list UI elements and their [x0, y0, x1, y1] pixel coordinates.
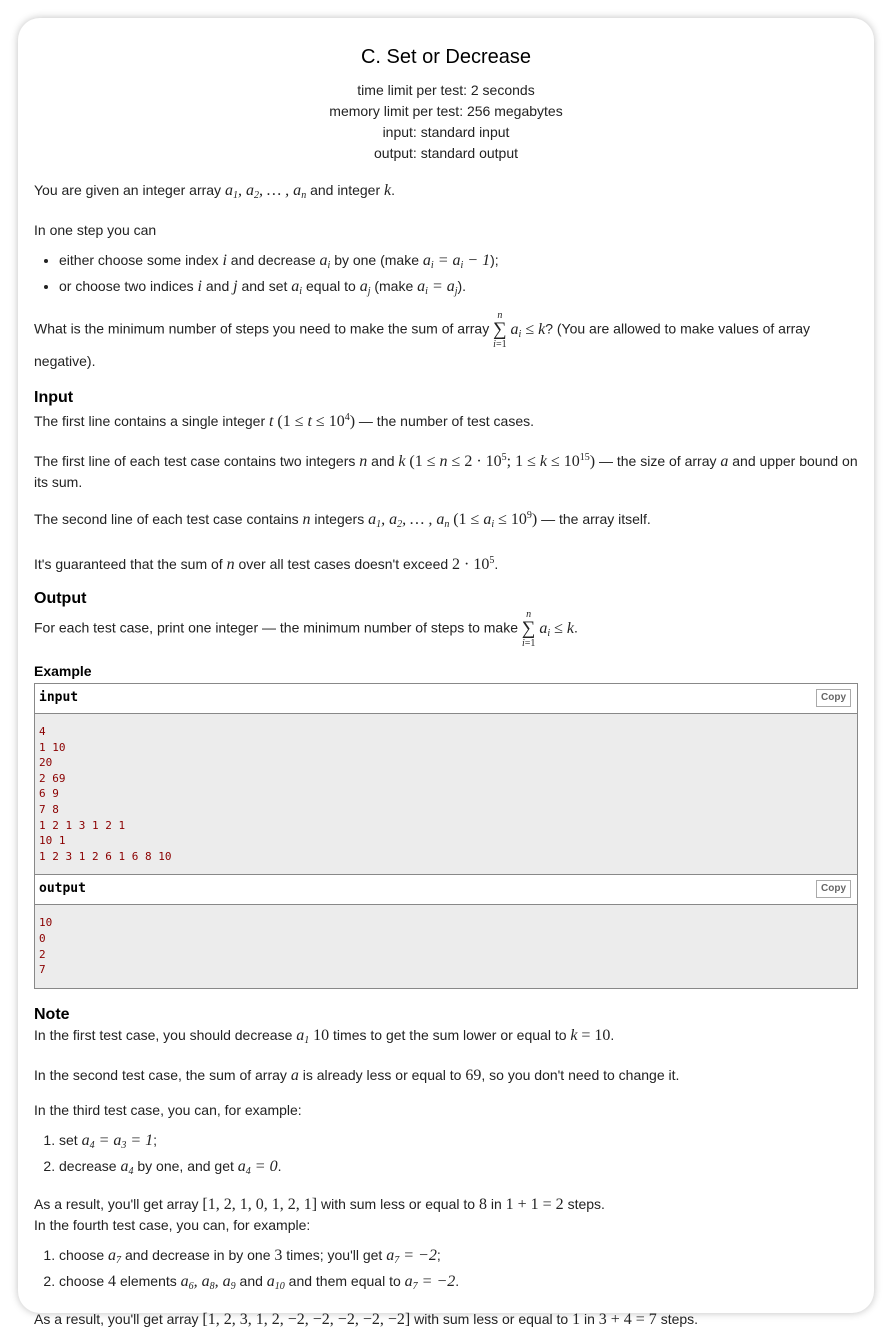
note-line-4: In the fourth test case, you can, for example: [34, 1216, 311, 1233]
note-line-3: In the third test case, you can, for example: [34, 1101, 302, 1118]
output-block[interactable] [35, 905, 857, 987]
input-header [35, 684, 857, 714]
output-header [35, 874, 857, 905]
input-label: input [39, 690, 79, 705]
output-line: 10 [39, 916, 53, 930]
time-limit: time limit per test: 2 seconds [357, 82, 535, 98]
input-spec: input: standard input [382, 124, 510, 140]
input-line: 1 10 [39, 740, 66, 754]
statement-question: What is the minimum number of steps you need to make the sum of array n ∑ i=1 $a_i \le k$? (You are allowed to make values of array negative). [34, 310, 811, 369]
problem-header [34, 44, 858, 164]
step-options-list [34, 250, 858, 302]
example-box [34, 683, 858, 989]
example-title: Example [34, 663, 92, 679]
output-label: output [39, 881, 86, 897]
list-item: • or choose two indices i and j and set $a_i$ equal to $a_j$ (make $a_i = a_j$). [59, 276, 858, 302]
input-line-1: The first line contains a single integer t $(1 \le t \le 10^4)$ — the number of test cases. [34, 412, 535, 430]
input-block[interactable] [35, 714, 857, 874]
note-line-2: In the second test case, the sum of array a is already less or equal to 69, so you don't need to change it. [34, 1066, 680, 1084]
problem-title: C. Set or Decrease [360, 46, 532, 68]
input-line: 2 69 [39, 771, 66, 785]
memory-limit: memory limit per test: 256 megabytes [329, 103, 563, 119]
output-line: 2 [39, 947, 46, 961]
list-item: • either choose some index i and decrease $a_i$ by one (make $a_i = a_i - 1$); [59, 250, 858, 276]
input-line-2: The first line of each test case contains two integers n and k ($1 \le n \le 2 \cdot 10^5$; $1 \le k \le 10^{15}$) — the size of array a and upper bound on its sum. [34, 452, 858, 490]
statement-para-2: In one step you can [34, 222, 157, 238]
input-section-title: Input [34, 389, 74, 406]
input-line: 20 [39, 756, 53, 770]
output-line-1: For each test case, print one integer — the minimum number of steps to make n ∑ i=1 $a_i \le k$. [34, 609, 578, 649]
note-result-1: As a result, you'll get array [1, 2, 1, 0, 1, 2, 1] with sum less or equal to 8 in 1 + 1 = 2 steps. [34, 1195, 605, 1213]
input-line: 4 [39, 725, 46, 738]
statement-para-1: You are given an integer array $a_1$, $a_2$, … , $a_n$ and integer k. [34, 182, 396, 201]
input-line-3: The second line of each test case contains n integers $a_1$, $a_2$, … , $a_n$ $(1 \le a_i \le 10^9)$ — the array itself. [34, 510, 651, 530]
output-spec: output: standard output [374, 145, 518, 161]
output-line: 0 [39, 931, 46, 945]
list-item: 1. set $a_4 = a_3 = 1$; [59, 1130, 858, 1156]
copy-output-button[interactable]: Copy [816, 880, 851, 898]
list-item: 2. choose 4 elements $a_6$, $a_8$, $a_9$ and $a_{10}$ and them equal to $a_7 = -2$. [59, 1271, 858, 1297]
input-line-4: It's guaranteed that the sum of n over all test cases doesn't exceed $2 \cdot 10^5$. [34, 555, 499, 573]
input-line: 10 1 [39, 834, 66, 848]
list-item: 1. choose $a_7$ and decrease in by one 3 times; you'll get $a_7 = -2$; [59, 1245, 858, 1271]
note-result-2: As a result, you'll get array [1, 2, 3, 1, 2, −2, −2, −2, −2, −2] with sum less or equal to 1 in 3 + 4 = 7 steps. [34, 1310, 699, 1328]
problem-statement-card [18, 18, 874, 1328]
note-line-1: In the first test case, you should decrease $a_1$ 10 times to get the sum lower or equal to k = 10. [34, 1026, 615, 1046]
input-line: 7 8 [39, 802, 59, 816]
third-case-steps [34, 1130, 858, 1182]
fourth-case-steps [34, 1245, 858, 1297]
input-line: 1 2 1 3 1 2 1 [39, 818, 126, 832]
copy-input-button[interactable]: Copy [816, 689, 851, 707]
output-line: 7 [39, 963, 46, 977]
list-item: 2. decrease $a_4$ by one, and get $a_4 = 0$. [59, 1156, 858, 1182]
output-section-title: Output [34, 590, 87, 607]
note-section-title: Note [34, 1005, 70, 1023]
input-line: 1 2 3 1 2 6 1 6 8 10 [39, 849, 172, 863]
input-line: 6 9 [39, 787, 59, 801]
